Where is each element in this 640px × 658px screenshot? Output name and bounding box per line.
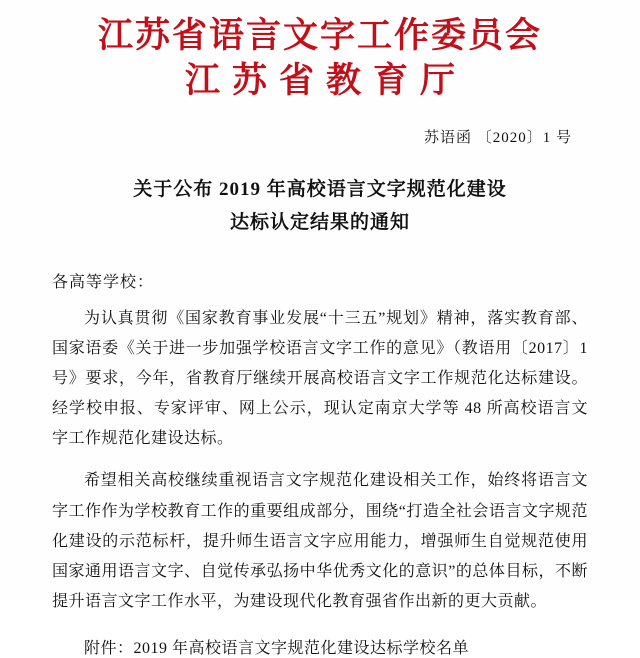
- document-title: [52, 173, 588, 240]
- body-paragraph-2: 希望相关高校继续重视语言文字规范化建设相关工作，始终将语言文字工作作为学校教育工作的重要组成部分，围绕“打造全社会语言文字规范化建设的示范标杆，提升师生语言文字应用能力，增强师生自觉规范使用国家通用语言文字、自觉传承弘扬中华优秀文化的意识”的总体目标，不断提升语言文字工作水平，为建设现代化教育强省作出新的更大贡献。: [52, 472, 588, 610]
- document-number: 苏语函 〔2020〕1 号: [423, 129, 572, 146]
- title-line-2: 达标认定结果的通知: [229, 211, 410, 233]
- attachment-line: 附件：2019 年高校语言文字规范化建设达标学校名单: [84, 639, 470, 657]
- title-line-1: 关于公布 2019 年高校语言文字规范化建设: [133, 178, 507, 200]
- masthead-line-2: 江苏省教育厅: [184, 60, 467, 100]
- document-masthead: [52, 0, 588, 104]
- masthead-line-1: 江苏省语言文字工作委员会: [97, 16, 542, 55]
- salutation: 各高等学校：: [52, 274, 155, 292]
- body-paragraph-1: 为认真贯彻《国家教育事业发展“十三五”规划》精神，落实教育部、国家语委《关于进一步加强学校语言文字工作的意见》（教语用〔2017〕1 号》要求，今年，省教育厅继续开展高校语言文字工作规范化达标建设。经学校申报、专家评审、网上公示，现认定南京大学等 48 所高校语言文字工作规范化建设达标。: [52, 310, 588, 448]
